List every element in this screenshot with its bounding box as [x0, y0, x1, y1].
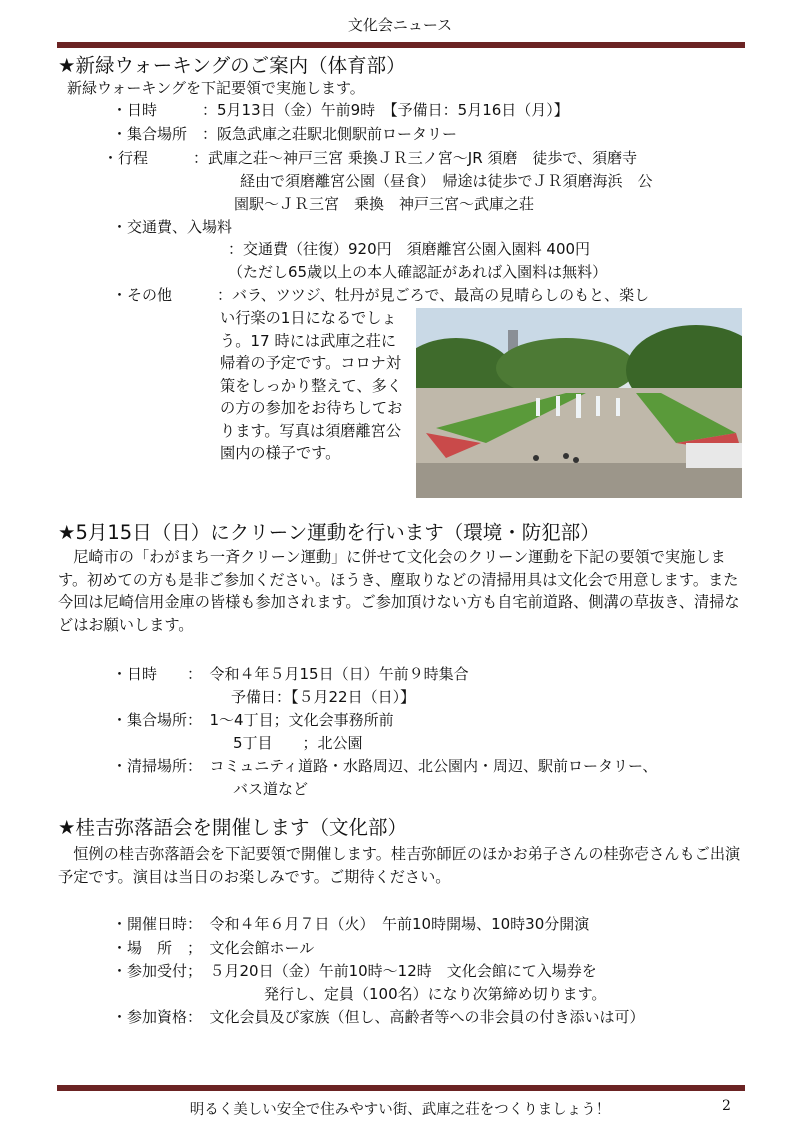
cleanup-date: ・日時 ： 令和４年５月15日（日）午前９時集合 [112, 665, 469, 683]
park-photo [416, 308, 742, 498]
walking-other-cont: い行楽の1日になるでしょう。17 時には武庫之荘に帰着の予定です。コロナ対策をしっかり整えて、多くの方の参加をお待ちしております。写真は須磨離宮公園内の様子です。 [220, 309, 403, 462]
cleanup-intro: 尼崎市の「わがまち一斉クリーン運動」に併せて文化会のクリーン運動を下記の要領で実施します。初めての方も是非ご参加ください。ほうき、塵取りなどの清掃用具は文化会で用意します。また今回は尼崎信用金庫の皆様も参加されます。ご参加頂けない方も自宅前道路、側溝の草抜き、清掃などはお願いします。 [58, 548, 740, 634]
footer-slogan: 明るく美しい安全で住みやすい街、武庫之荘をつくりましょう！ [189, 1102, 611, 1118]
walking-fee-label: ・交通費、入場料 [112, 218, 233, 236]
walking-fee: ：交通費（往復）920円 須磨離宮公園入園料 400円 [228, 240, 591, 258]
rakugo-venue: ・場 所 ； 文化会館ホール [112, 939, 315, 957]
cleanup-area: ・清掃場所： コミュニティ道路・水路周辺、北公園内・周辺、駅前ロータリー、 [112, 757, 658, 775]
rakugo-eligibility: ・参加資格： 文化会員及び家族（但し、高齢者等への非会員の付き添いは可） [112, 1008, 645, 1026]
walking-fee-note: （ただし65歳以上の本人確認証があれば入園料は無料） [228, 263, 608, 281]
walking-other: ・その他 ：バラ、ツツジ、牡丹が見ごろで、最高の見晴らしのもと、楽し [112, 286, 650, 304]
rakugo-reception-cont: 発行し、定員（100名）になり次第締め切ります。 [264, 985, 607, 1003]
walking-route: ・行程 ：武庫之荘～神戸三宮 乗換ＪＲ三ノ宮～JR 須磨 徒歩で、須磨寺 [103, 149, 638, 167]
walking-meeting-place: ・集合場所 ：阪急武庫之荘駅北側駅前ロータリー [112, 125, 458, 143]
page-number: 2 [722, 1098, 731, 1114]
cleanup-reserve-date: 予備日：【５月22日（日）】 [231, 688, 416, 706]
cleanup-meeting-place: ・集合場所： 1～4丁目；文化会事務所前 [112, 711, 394, 729]
walking-section-title: ★新緑ウォーキングのご案内（体育部） [58, 54, 406, 77]
walking-route-cont2: 園駅～ＪＲ三宮 乗換 神戸三宮～武庫之荘 [234, 195, 535, 213]
header-rule [57, 42, 745, 48]
cleanup-section-title: ★5月15日（日）にクリーン運動を行います（環境・防犯部） [58, 521, 600, 544]
newsletter-title: 文化会ニュース [347, 16, 453, 34]
walking-intro: 新緑ウォーキングを下記要領で実施します。 [67, 79, 365, 97]
walking-route-cont: 経由で須磨離宮公園（昼食） 帰途は徒歩でＪＲ須磨海浜 公 [240, 172, 653, 190]
rakugo-reception: ・参加受付； ５月20日（金）午前10時～12時 文化会館にて入場券を [112, 962, 597, 980]
footer-rule [57, 1085, 745, 1091]
cleanup-meeting-place-cont: 5丁目 ；北公園 [233, 734, 363, 752]
rakugo-intro: 恒例の桂吉弥落語会を下記要領で開催します。桂吉弥師匠のほかお弟子さんの桂弥壱さんもご出演予定です。演目は当日のお楽しみです。ご期待ください。 [58, 845, 741, 886]
rakugo-section-title: ★桂吉弥落語会を開催します（文化部） [58, 816, 407, 839]
walking-date: ・日時 ：5月13日（金）午前9時 【予備日：5月16日（月）】 [112, 101, 569, 119]
rakugo-date: ・開催日時： 令和４年６月７日（火） 午前10時開場、10時30分開演 [112, 915, 590, 933]
cleanup-area-cont: バス道など [233, 780, 309, 798]
